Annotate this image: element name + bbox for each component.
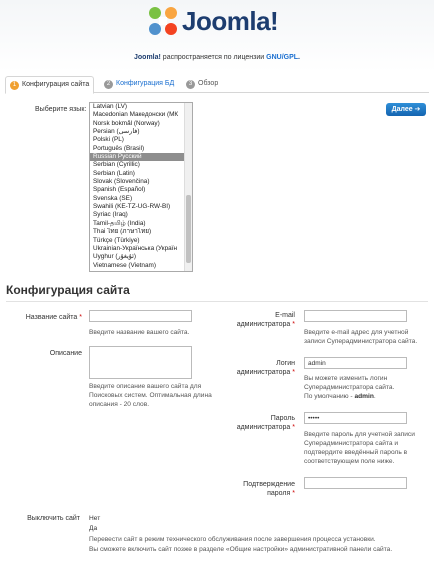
tab-label: Конфигурация БД <box>116 80 175 87</box>
language-option[interactable]: Serbian (Cyrillic) <box>93 161 140 169</box>
offline-option-yes[interactable]: Да <box>89 525 98 532</box>
step-tabs <box>5 76 429 93</box>
section-title: Конфигурация сайта <box>6 283 130 297</box>
logo-text: Joomla! <box>182 6 279 36</box>
site-name-input[interactable] <box>89 310 192 322</box>
license-prefix: Joomla! <box>134 54 161 61</box>
site-name-help: Введите название вашего сайта. <box>89 329 190 336</box>
offline-option-no[interactable]: Нет <box>89 515 101 522</box>
language-option[interactable]: Serbian (Latin) <box>93 169 135 177</box>
license-middle: распространяется по лицензии <box>160 54 267 61</box>
next-button[interactable]: Далее ➔ <box>386 103 426 116</box>
license-note <box>0 54 434 61</box>
language-option[interactable]: Thai ไทย (ภาษาไทย) <box>93 228 152 236</box>
tab-label: Конфигурация сайта <box>22 81 90 88</box>
tab-db-config[interactable] <box>100 76 178 92</box>
description-help: Введите описание вашего сайта для Поисковых систем. Оптимальная длина описания - 20 слов. <box>89 383 212 408</box>
header <box>0 0 434 72</box>
tab-number: 2 <box>104 80 113 89</box>
password-help: Введите пароль для учетной записи Суперадминистратора сайта и подтвердите введённый пароль в соответствующем поле ниже. <box>304 431 415 465</box>
language-option[interactable]: Persian (فارسی) <box>93 128 140 136</box>
language-option[interactable]: Uyghur (ئۇيغۇر) <box>93 253 136 261</box>
language-option[interactable]: Tamil-தமிழ் (India) <box>93 219 146 227</box>
tab-label: Обзор <box>198 80 219 87</box>
email-input[interactable] <box>304 310 407 322</box>
tab-site-config[interactable] <box>5 76 94 94</box>
offline-help-2: Вы сможете включить сайт позже в разделе «Общие настройки» административной панели сайта. <box>89 546 393 553</box>
confirm-password-input[interactable] <box>304 477 407 489</box>
language-option[interactable]: Svenska (SE) <box>93 194 133 202</box>
language-scrollbar[interactable] <box>184 103 192 271</box>
description-label: Описание <box>49 350 82 357</box>
language-option[interactable]: Polski (PL) <box>93 136 124 144</box>
description-textarea[interactable] <box>89 346 192 379</box>
site-name-label: Название сайта * <box>25 314 82 321</box>
offline-label: Выключить сайт <box>27 515 80 522</box>
language-option[interactable]: Slovak (Slovenčina) <box>93 178 150 186</box>
language-option[interactable]: Macedonian Македонски (МК <box>93 111 179 119</box>
email-help: Введите e-mail адрес для учетной записи Суперадминистратора сайта. <box>304 329 418 345</box>
email-label: E-mail администратора * <box>236 312 295 328</box>
language-option[interactable]: Ukrainian-Українська (Україн <box>93 244 178 252</box>
language-option[interactable]: Syriac (Iraq) <box>93 211 128 219</box>
scrollbar-thumb[interactable] <box>186 195 191 263</box>
language-option[interactable]: Russian Русский <box>90 153 185 161</box>
language-option[interactable]: Swahili (KE-TZ-UG-RW-BI) <box>93 203 171 211</box>
language-option[interactable]: Vietnamese (Vietnam) <box>93 261 156 269</box>
language-option[interactable]: Spanish (Español) <box>93 186 146 194</box>
tab-number: 3 <box>186 80 195 89</box>
confirm-password-label: Подтверждение пароля * <box>243 481 295 497</box>
login-label: Логин администратора * <box>236 360 295 376</box>
license-link[interactable]: GNU/GPL <box>266 54 299 61</box>
login-input[interactable]: admin <box>304 357 407 369</box>
login-help: Вы можете изменить логин Суперадминистратора сайта. По умолчанию - admin. <box>304 375 395 400</box>
language-option[interactable]: Latvian (LV) <box>93 103 127 110</box>
offline-help-1: Перевести сайт в режим технического обслуживания после завершения процесса установки. <box>89 536 376 543</box>
language-label: Выберите язык: <box>35 106 87 113</box>
language-option[interactable]: Türkçe (Türkiye) <box>93 236 140 244</box>
joomla-logo-icon <box>146 4 180 38</box>
language-option[interactable]: Norsk bokmål (Norway) <box>93 119 160 127</box>
language-option[interactable]: Português (Brasil) <box>93 144 145 152</box>
license-suffix: . <box>298 54 300 61</box>
tab-number: 1 <box>10 81 19 90</box>
password-label: Пароль администратора * <box>236 415 295 431</box>
language-select[interactable] <box>89 102 193 272</box>
joomla-logo <box>146 4 296 38</box>
tab-overview[interactable] <box>182 76 222 92</box>
password-input[interactable]: ••••• <box>304 412 407 424</box>
divider <box>6 301 428 302</box>
